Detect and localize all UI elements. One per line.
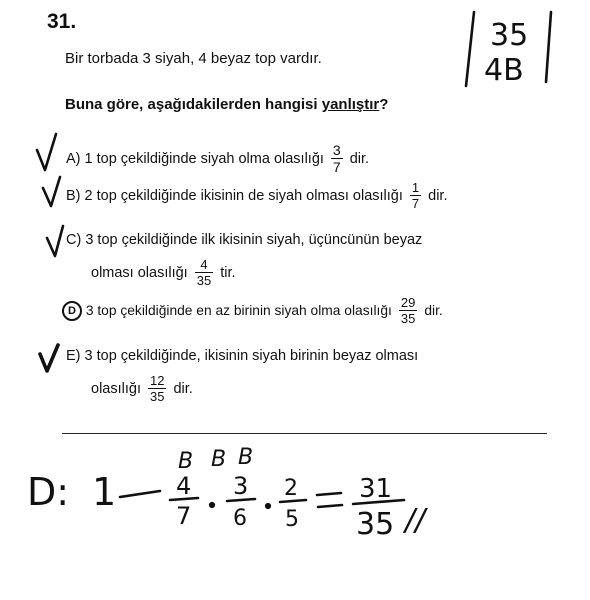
option-b-suffix: dir. (428, 187, 448, 204)
corner-box-right-line (546, 12, 551, 82)
option-b-numerator: 1 (411, 180, 420, 195)
question-number: 31. (47, 10, 77, 33)
hand-frac-3-den: 5 (285, 507, 299, 532)
option-e-numerator: 12 (149, 373, 165, 388)
option-c-text-line1: 3 top çekildiğinde ilk ikisinin siyah, üçüncünün beyaz (85, 232, 423, 248)
option-a-suffix: dir. (349, 150, 370, 167)
option-e-text-line1: 3 top çekildiğinde, ikisinin siyah birinin beyaz olması (84, 348, 419, 364)
option-d-suffix: dir. (424, 303, 443, 318)
corner-box-left-line (466, 12, 474, 86)
answer-one: 1 (92, 470, 117, 514)
multiply-dot-1 (210, 503, 214, 507)
minus-sign-icon (120, 491, 160, 497)
answer-label: D: (27, 470, 70, 514)
option-b-text: 2 top çekildiğinde ikisinin de siyah olması olasılığı (84, 187, 403, 204)
option-a-denominator: 7 (332, 159, 341, 175)
option-c-suffix: tir. (220, 264, 236, 281)
result-numerator: 31 (359, 474, 393, 504)
corner-bottom-label: 4B (484, 53, 524, 88)
option-d-numerator: 29 (400, 295, 416, 310)
option-c-denominator: 35 (196, 273, 212, 288)
prompt-question-mark: ? (379, 96, 389, 113)
option-d-text: 3 top çekildiğinde en az birinin siyah olma olasılığı (85, 303, 392, 318)
option-e-letter: E) (66, 348, 81, 364)
hand-frac-1-num: 4 (176, 472, 192, 500)
option-d-denominator: 35 (400, 311, 416, 326)
question-stem: Bir torbada 3 siyah, 4 beyaz top vardır. (65, 50, 322, 67)
ball-letter-3: B (238, 445, 254, 470)
ball-letter-2: B (211, 447, 227, 472)
check-mark-b-icon (43, 177, 60, 206)
option-a-text: 1 top çekildiğinde siyah olma olasılığı (84, 150, 324, 167)
option-a-numerator: 3 (332, 142, 341, 158)
option-e-text-line2: olasılığı (91, 380, 141, 397)
option-e-suffix: dir. (173, 380, 193, 397)
hand-frac-1-den: 7 (176, 502, 192, 530)
check-mark-a-icon (37, 134, 56, 170)
check-mark-c-icon (47, 226, 63, 256)
hand-frac-2-num: 3 (233, 472, 249, 500)
option-b-denominator: 7 (411, 196, 420, 211)
option-c-letter: C) (66, 232, 82, 248)
option-b-letter: B) (66, 187, 81, 204)
hand-frac-3-num: 2 (284, 476, 298, 501)
result-denominator: 35 (356, 507, 395, 542)
ball-letter-1: B (178, 449, 194, 474)
option-d-letter-circled: D (62, 301, 82, 321)
end-mark: // (405, 503, 426, 538)
option-a-letter: A) (66, 150, 81, 167)
equals-sign-icon (317, 493, 342, 507)
prompt-text: Buna göre, aşağıdakilerden hangisi (65, 96, 322, 113)
prompt-underlined-word: yanlıştır (321, 96, 380, 113)
multiply-dot-2 (266, 504, 270, 508)
hand-frac-2-den: 6 (233, 506, 247, 531)
corner-top-number: 35 (490, 18, 529, 53)
option-e-denominator: 35 (149, 389, 165, 404)
check-mark-e-icon (40, 345, 58, 371)
option-c-numerator: 4 (200, 257, 208, 272)
option-c-text-line2: olması olasılığı (91, 264, 188, 281)
